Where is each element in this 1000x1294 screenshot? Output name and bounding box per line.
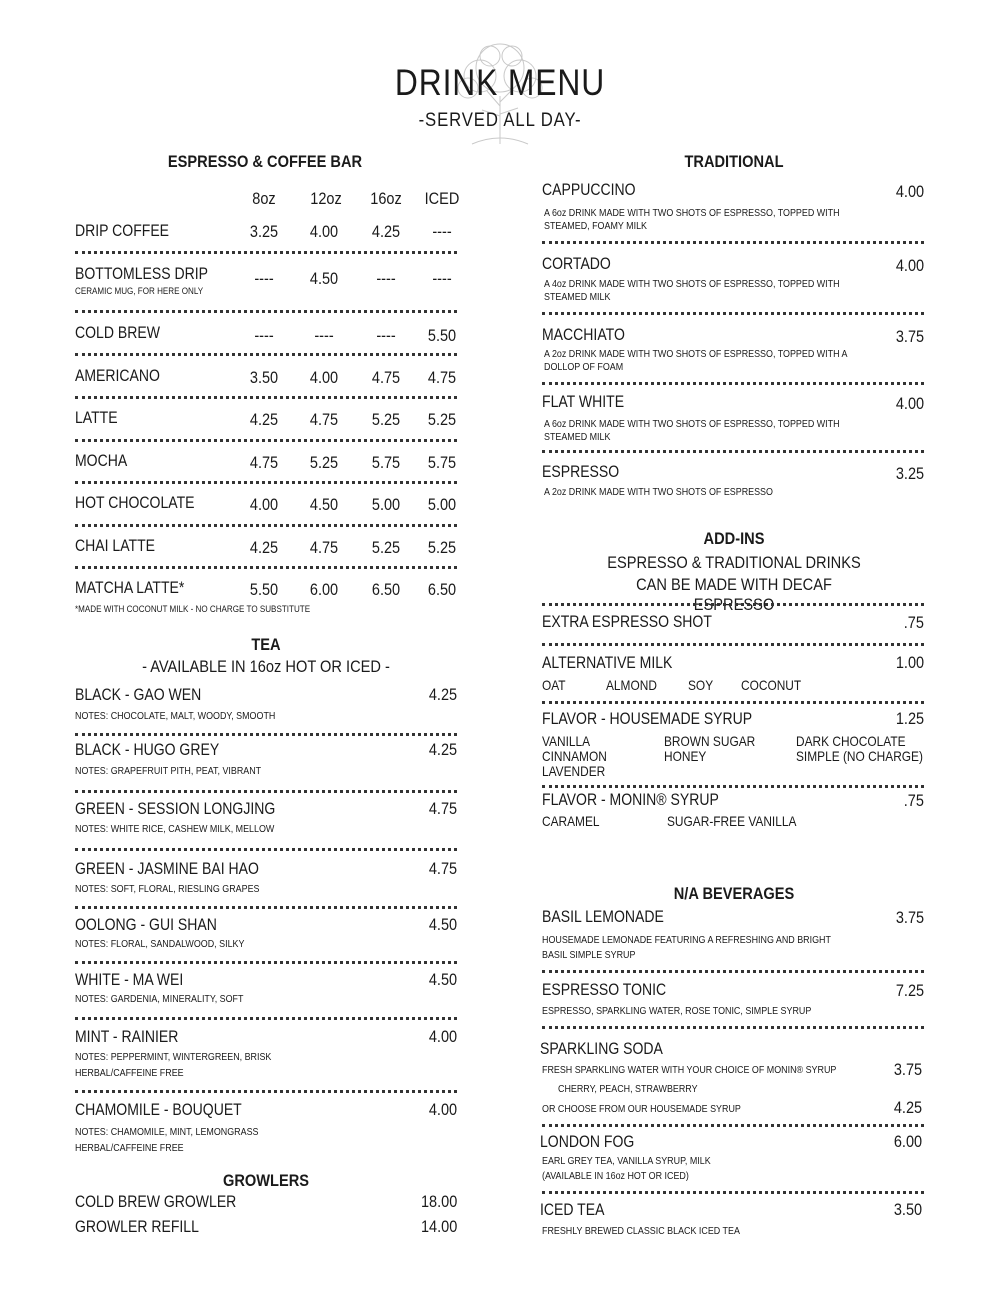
divider [75,524,457,527]
col-16oz: 16oz [370,190,402,208]
milk-option: OAT [542,677,566,693]
na-item-desc: HOUSEMADE LEMONADE FEATURING A REFRESHING AND BRIGHT [542,934,831,946]
addins-sub1: ESPRESSO & TRADITIONAL DRINKS [607,553,861,572]
col-8oz: 8oz [252,190,276,208]
tea-item-notes: NOTES: PEPPERMINT, WINTERGREEN, BRISK [75,1051,272,1063]
espresso-item-price: 4.50 [309,496,339,514]
tea-item-notes: HERBAL/CAFFEINE FREE [75,1067,184,1079]
divider [542,785,924,788]
na-item-desc: FRESHLY BREWED CLASSIC BLACK ICED TEA [542,1225,740,1237]
na-item-desc: EARL GREY TEA, VANILLA SYRUP, MILK [542,1155,711,1167]
tea-item-price: 4.00 [428,1101,457,1119]
traditional-item-price: 3.25 [895,465,924,483]
espresso-item-price: 5.50 [427,327,457,345]
growlers-heading: GROWLERS [222,1171,310,1190]
espresso-item-price: 4.25 [371,223,401,241]
traditional-item-desc: STEAMED MILK [544,291,611,303]
na-item-desc: CHERRY, PEACH, STRAWBERRY [558,1083,698,1095]
tea-item-notes: NOTES: GARDENIA, MINERALITY, SOFT [75,993,244,1005]
divider [75,251,457,254]
espresso-item-price: ---- [432,270,452,288]
na-item-name: LONDON FOG [540,1133,635,1151]
addins-heading: ADD-INS [703,529,765,548]
espresso-item-price: 3.25 [249,223,279,241]
na-item-price: 4.25 [893,1099,922,1117]
espresso-item-name: BOTTOMLESS DRIP [75,265,209,283]
tea-item-name: GREEN - JASMINE BAI HAO [75,860,259,878]
growler-item-name: COLD BREW GROWLER [75,1193,237,1211]
addin-housemade-name: FLAVOR - HOUSEMADE SYRUP [542,710,753,728]
syrup-option: LAVENDER [542,763,606,779]
na-item-desc: OR CHOOSE FROM OUR HOUSEMADE SYRUP [542,1103,741,1115]
espresso-item-name: DRIP COFFEE [75,222,170,240]
divider [75,906,457,909]
traditional-item-desc: A 4oz DRINK MADE WITH TWO SHOTS OF ESPRESSO, TOPPED WITH [544,278,840,290]
divider [75,310,457,313]
traditional-item-price: 4.00 [895,183,924,201]
na-item-price: 6.00 [893,1133,922,1151]
syrup-option: DARK CHOCOLATE [796,733,906,749]
traditional-item-desc: STEAMED, FOAMY MILK [544,220,647,232]
na-item-desc: (AVAILABLE IN 16oz HOT OR ICED) [542,1170,689,1182]
espresso-item-price: 5.25 [371,411,401,429]
espresso-item-price: 4.00 [309,223,339,241]
espresso-item-price: 5.75 [427,454,457,472]
na-item-name: ESPRESSO TONIC [542,981,667,999]
tea-item-price: 4.50 [428,916,457,934]
monin-option: CARAMEL [542,813,600,829]
espresso-item-price: 5.00 [427,496,457,514]
tea-item-notes: HERBAL/CAFFEINE FREE [75,1142,184,1154]
espresso-item-note: *MADE WITH COCONUT MILK - NO CHARGE TO SUBSTITUTE [75,604,311,615]
syrup-option: CINNAMON [542,748,607,764]
traditional-item-name: CAPPUCCINO [542,181,636,199]
tea-item-name: BLACK - GAO WEN [75,686,202,704]
divider [75,396,457,399]
tea-item-name: BLACK - HUGO GREY [75,741,220,759]
traditional-item-name: ESPRESSO [542,463,620,481]
na-item-desc: FRESH SPARKLING WATER WITH YOUR CHOICE OF MONIN® SYRUP [542,1064,837,1076]
addin-monin-price: .75 [903,792,924,810]
monin-option: SUGAR-FREE VANILLA [667,813,797,829]
divider [75,566,457,569]
divider [75,733,457,736]
traditional-item-name: MACCHIATO [542,326,625,344]
addin-milk-name: ALTERNATIVE MILK [542,654,673,672]
espresso-item-price: 4.00 [249,496,279,514]
espresso-item-name: MATCHA LATTE* [75,579,185,597]
espresso-item-name: COLD BREW [75,324,160,342]
espresso-item-price: 5.25 [309,454,339,472]
addin-shot-name: EXTRA ESPRESSO SHOT [542,613,712,631]
na-item-name: ICED TEA [540,1201,605,1219]
espresso-item-price: 4.75 [249,454,279,472]
na-item-price: 7.25 [895,982,924,1000]
tea-item-notes: NOTES: GRAPEFRUIT PITH, PEAT, VIBRANT [75,765,262,777]
espresso-item-name: CHAI LATTE [75,537,156,555]
espresso-item-note: CERAMIC MUG, FOR HERE ONLY [75,286,204,297]
traditional-item-desc: A 6oz DRINK MADE WITH TWO SHOTS OF ESPRESSO, TOPPED WITH [544,418,840,430]
syrup-option: BROWN SUGAR [664,733,756,749]
espresso-item-price: 4.75 [371,369,401,387]
divider [75,481,457,484]
addin-milk-price: 1.00 [895,654,924,672]
espresso-item-price: ---- [314,327,334,345]
divider [542,450,924,453]
espresso-item-price: 6.50 [427,581,457,599]
tea-item-notes: NOTES: WHITE RICE, CASHEW MILK, MELLOW [75,823,275,835]
tea-item-price: 4.00 [428,1028,457,1046]
na-item-name: BASIL LEMONADE [542,908,664,926]
na-item-name: SPARKLING SODA [540,1040,663,1058]
espresso-item-price: 4.50 [309,270,339,288]
na-item-desc: BASIL SIMPLE SYRUP [542,949,636,961]
tea-item-name: MINT - RAINIER [75,1028,179,1046]
espresso-item-name: AMERICANO [75,367,160,385]
tea-heading: TEA [251,635,281,654]
divider [542,241,924,244]
tea-item-name: WHITE - MA WEI [75,971,184,989]
tea-item-price: 4.25 [428,686,457,704]
milk-option: ALMOND [606,677,657,693]
divider [542,701,924,704]
espresso-item-price: ---- [254,270,274,288]
tea-item-price: 4.75 [428,800,457,818]
addin-monin-name: FLAVOR - MONIN® SYRUP [542,791,719,809]
traditional-item-desc: DOLLOP OF FOAM [544,361,624,373]
divider [75,961,457,964]
divider [542,382,924,385]
col-12oz: 12oz [310,190,342,208]
traditional-item-name: FLAT WHITE [542,393,625,411]
espresso-item-price: 5.25 [427,411,457,429]
na-heading: N/A BEVERAGES [673,884,795,903]
addin-housemade-price: 1.25 [895,710,924,728]
divider [75,1017,457,1020]
tea-item-notes: NOTES: SOFT, FLORAL, RIESLING GRAPES [75,883,260,895]
espresso-item-price: 5.00 [371,496,401,514]
espresso-item-price: 5.25 [427,539,457,557]
tea-item-name: OOLONG - GUI SHAN [75,916,217,934]
espresso-item-price: ---- [376,327,396,345]
espresso-item-price: 5.25 [371,539,401,557]
traditional-heading: TRADITIONAL [684,152,784,171]
espresso-item-price: 4.75 [309,411,339,429]
divider [542,1191,924,1194]
traditional-item-desc: A 2oz DRINK MADE WITH TWO SHOTS OF ESPRESSO [544,486,773,498]
traditional-item-price: 4.00 [895,257,924,275]
tea-item-price: 4.25 [428,741,457,759]
na-item-price: 3.50 [893,1201,922,1219]
divider [542,603,924,606]
traditional-item-price: 3.75 [895,328,924,346]
addins-sub2: CAN BE MADE WITH DECAF ESPRESSO [636,575,832,614]
divider [542,312,924,315]
traditional-item-name: CORTADO [542,255,611,273]
na-item-price: 3.75 [893,1061,922,1079]
traditional-item-desc: A 6oz DRINK MADE WITH TWO SHOTS OF ESPRESSO, TOPPED WITH [544,207,840,219]
growler-item-price: 14.00 [420,1218,457,1236]
divider [75,1090,457,1093]
espresso-item-price: 4.25 [249,411,279,429]
espresso-item-price: 4.25 [249,539,279,557]
divider [75,848,457,851]
page-subtitle: -SERVED ALL DAY- [418,110,582,131]
tea-item-notes: NOTES: CHAMOMILE, MINT, LEMONGRASS [75,1126,259,1138]
espresso-item-price: 3.50 [249,369,279,387]
espresso-item-price: 5.50 [249,581,279,599]
divider [542,970,924,973]
espresso-item-price: ---- [432,223,452,241]
divider [542,1026,924,1029]
espresso-item-price: ---- [376,270,396,288]
tea-item-name: GREEN - SESSION LONGJING [75,800,276,818]
espresso-item-price: ---- [254,327,274,345]
espresso-item-price: 6.50 [371,581,401,599]
growler-item-price: 18.00 [420,1193,457,1211]
divider [75,353,457,356]
espresso-item-price: 4.75 [427,369,457,387]
syrup-option: HONEY [664,748,707,764]
divider [542,643,924,646]
espresso-item-price: 4.00 [309,369,339,387]
syrup-option: VANILLA [542,733,591,749]
espresso-bar-heading: ESPRESSO & COFFEE BAR [167,152,363,171]
espresso-item-name: LATTE [75,409,118,427]
divider [542,1124,924,1127]
na-item-price: 3.75 [895,909,924,927]
divider [75,439,457,442]
syrup-option: SIMPLE (NO CHARGE) [796,748,923,764]
addin-shot-price: .75 [903,614,924,632]
traditional-item-price: 4.00 [895,395,924,413]
espresso-item-name: HOT CHOCOLATE [75,494,195,512]
divider [75,790,457,793]
col-iced: ICED [424,190,460,208]
tea-item-name: CHAMOMILE - BOUQUET [75,1101,242,1119]
tea-item-notes: NOTES: CHOCOLATE, MALT, WOODY, SMOOTH [75,710,276,722]
page-title: DRINK MENU [394,62,606,103]
espresso-item-price: 5.75 [371,454,401,472]
traditional-item-desc: A 2oz DRINK MADE WITH TWO SHOTS OF ESPRESSO, TOPPED WITH A [544,348,848,360]
na-item-desc: ESPRESSO, SPARKLING WATER, ROSE TONIC, SIMPLE SYRUP [542,1005,812,1017]
tea-item-notes: NOTES: FLORAL, SANDALWOOD, SILKY [75,938,245,950]
espresso-item-name: MOCHA [75,452,128,470]
tea-item-price: 4.75 [428,860,457,878]
growler-item-name: GROWLER REFILL [75,1218,199,1236]
espresso-item-price: 4.75 [309,539,339,557]
traditional-item-desc: STEAMED MILK [544,431,611,443]
milk-option: COCONUT [741,677,802,693]
tea-item-price: 4.50 [428,971,457,989]
espresso-item-price: 6.00 [309,581,339,599]
tea-subheading: - AVAILABLE IN 16oz HOT OR ICED - [142,657,390,676]
milk-option: SOY [688,677,714,693]
